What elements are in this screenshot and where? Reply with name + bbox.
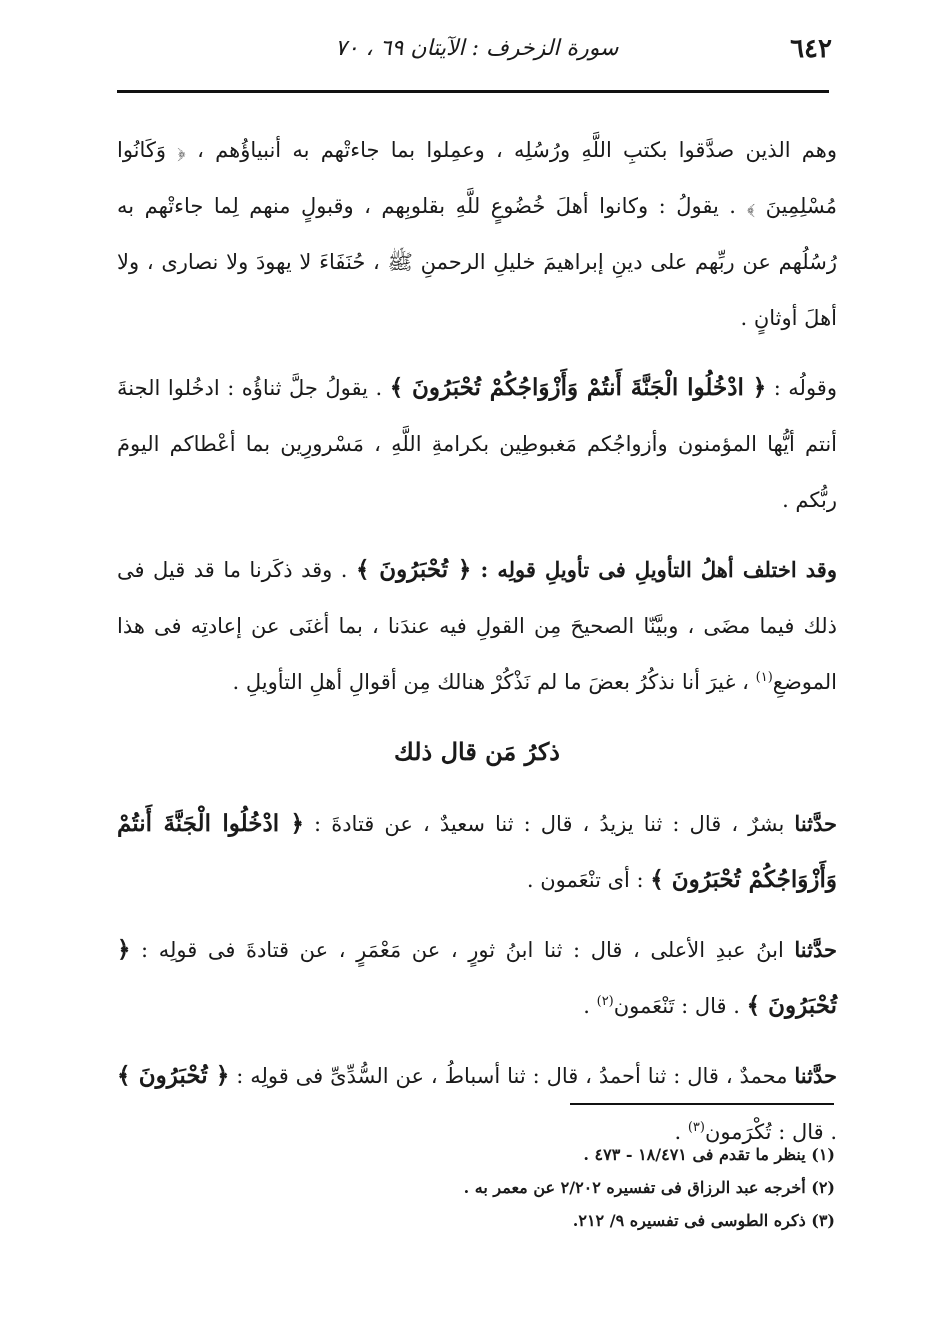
quran-word: ﴿ تُحْبَرُونَ ﴾ <box>117 936 837 1019</box>
footnote-1: (١) ينظر ما تقدم فى ١٨/٤٧١ - ٤٧٣ . <box>583 1145 835 1164</box>
narration-tail: . <box>674 1120 688 1144</box>
paragraph-3-rest: . وقد ذكَرنا ما قد قيل فى ذلك فيما مضَى ، وبيَّنّا الصحيحَ مِن القولِ فيه عندَنا ، بما أغنَى عن إعادتِه فى هذا الموضعِ <box>117 558 837 694</box>
quran-verse: ﴿ ادْخُلُوا الْجَنَّةَ أَنتُمْ وَأَزْوَاجُكُمْ تُحْبَرُونَ ﴾ <box>389 374 767 401</box>
footnote-ref-1[interactable]: (١) <box>755 670 773 685</box>
footnote-3: (٣) ذكره الطوسى فى تفسيره ٩/ ٢١٢. <box>572 1211 835 1230</box>
footnote-ref-3[interactable]: (٣) <box>687 1120 705 1135</box>
header-rule <box>117 90 829 93</box>
paragraph-2-rest: . يقولُ جلَّ ثناؤُه : ادخُلوا الجنةَ أنتم أيُّها المؤمنون وأزواجُكم مَغبوطِين بكرامةِ اللَّهِ ، مَسْرورِين بما أعْطاكم اليومَ ربُّكم . <box>117 376 837 512</box>
paragraph-2-intro: وقولُه : <box>766 376 837 400</box>
footnote-ref-2[interactable]: (٢) <box>596 994 614 1009</box>
narration-end: . قال : تُكْرَمون <box>704 1120 837 1144</box>
running-header-title: سورة الزخرف : الآيتان ٦٩ ، ٧٠ <box>335 36 619 61</box>
footnotes <box>117 1138 835 1237</box>
narration-2 <box>117 922 837 1034</box>
paragraph-3-lead: وقد اختلف أهلُ التأويلِ فى تأويلِ قولِه : <box>471 557 837 582</box>
paragraph-3 <box>117 542 837 710</box>
main-text <box>117 122 837 1174</box>
quran-verse: ﴿ ادْخُلُوا الْجَنَّةَ أَنتُمْ وَأَزْوَاجُكُمْ تُحْبَرُونَ ﴾ <box>117 810 837 893</box>
narration-chain: محمدٌ ، قال : ثنا أحمدُ ، قال : ثنا أسباطُ ، عن السُّدِّىِّ فى قولِه : <box>229 1064 795 1088</box>
narration-lead: حدَّثنا <box>794 1063 837 1088</box>
narration-chain: ابنُ عبدِ الأعلى ، قال : ثنا ابنُ ثورٍ ، عن مَعْمَرٍ ، عن قتادةَ فى قولِه : <box>130 938 795 962</box>
narration-lead: حدَّثنا <box>794 937 837 962</box>
paragraph-3-end: ، غيرَ أنا نذكُرُ بعضَ ما لم نَذْكُرْ هنالك مِن أقوالِ أهلِ التأويلِ . <box>232 670 756 694</box>
paragraph-1: وهم الذين صدَّقوا بكتبِ اللَّهِ ورُسُلِه ، وعمِلوا بما جاءتْهم به أنبياؤُهم ، ﴿ وَكَانُوا مُسْلِمِينَ ﴾ . يقولُ : وكانوا أهلَ خُضُوعٍ للَّهِ بقلوبِهم ، وقبولٍ منهم لِما جاءتْهم به رُسُلُهم عن ربِّهم على دينِ إبراهيمَ خليلِ الرحمنِ ﷺ ، حُنَفَاءَ لا يهودَ ولا نصارى ، ولا أهلَ أوثانٍ . <box>117 138 837 330</box>
narration-tail: . <box>583 994 597 1018</box>
narration-end: : أى تنْعَمون . <box>526 868 651 892</box>
narration-end: . قال : تَنْعَمون <box>613 994 747 1018</box>
section-heading: ذكرُ مَن قال ذلك <box>394 737 560 766</box>
page-number: ٦٤٢ <box>790 34 832 64</box>
quran-word: ﴿ تُحْبَرُونَ ﴾ <box>117 1062 230 1089</box>
quran-word: ﴿ تُحْبَرُونَ ﴾ <box>355 556 472 583</box>
narration-1 <box>117 796 837 908</box>
paragraph-2 <box>117 360 837 528</box>
narration-lead: حدَّثنا <box>794 811 838 836</box>
footnote-2: (٢) أخرجه عبد الرزاق فى تفسيره ٢/٢٠٢ عن معمر به . <box>463 1178 835 1197</box>
footnote-rule <box>570 1103 834 1105</box>
narration-chain: بشرٌ ، قال : ثنا يزيدُ ، قال : ثنا سعيدٌ ، عن قتادةَ : <box>303 812 795 836</box>
